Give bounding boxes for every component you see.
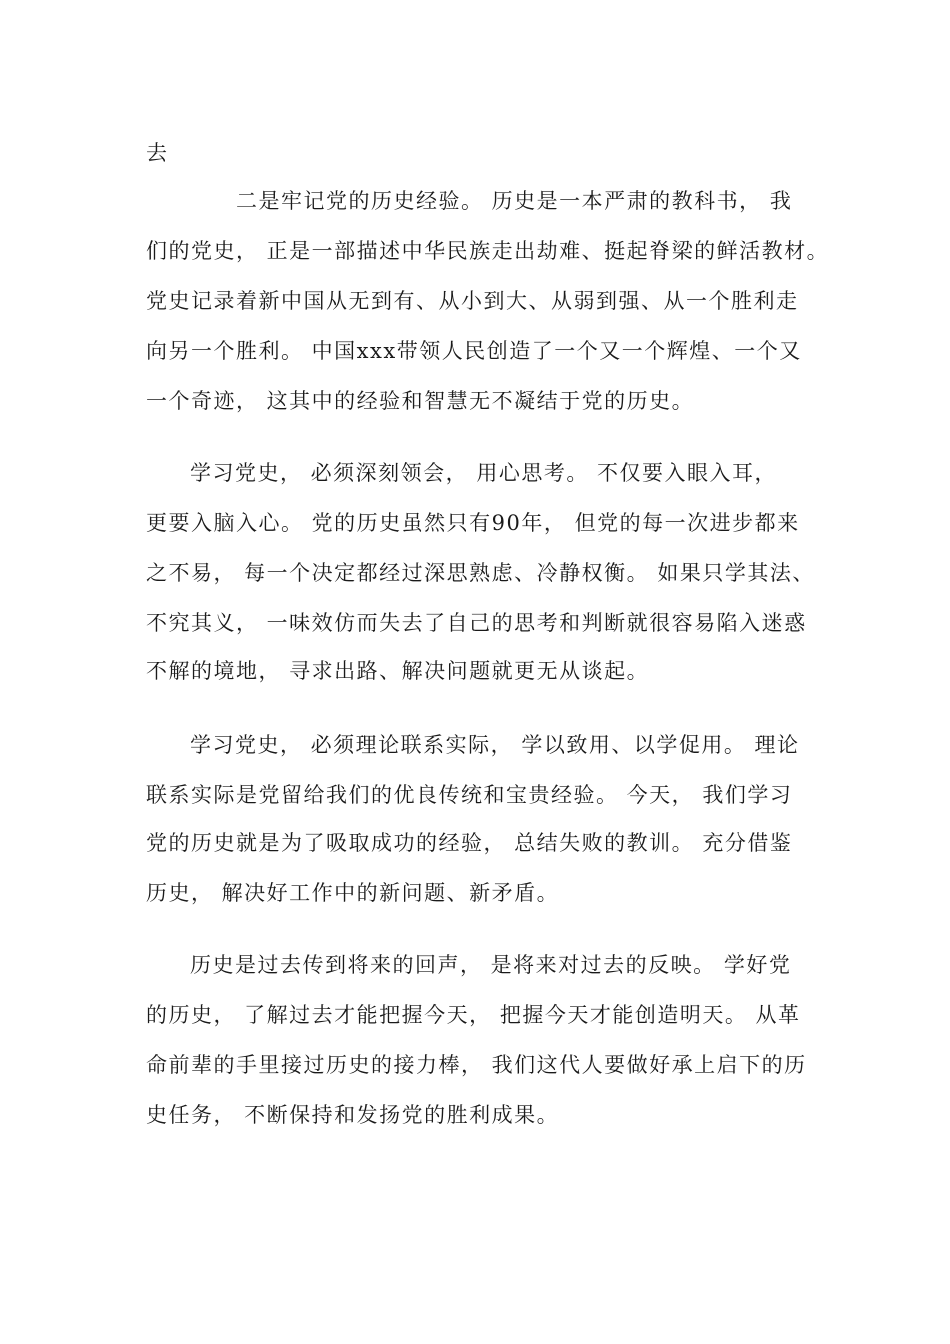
text-line: 学习党史， 必须深刻领会， 用心思考。 不仅要入眼入耳， bbox=[190, 461, 778, 485]
text-line: 不解的境地， 寻求出路、解决问题就更无从谈起。 bbox=[146, 659, 650, 683]
text-line: 的历史， 了解过去才能把握今天， 把握今天才能创造明天。 从革 bbox=[146, 1003, 801, 1027]
text-line: 二是牢记党的历史经验。 历史是一本严肃的教科书， 我 bbox=[236, 189, 793, 213]
text-line: 命前辈的手里接过历史的接力棒， 我们这代人要做好承上启下的历 bbox=[146, 1053, 807, 1077]
text-line: 们的党史， 正是一部描述中华民族走出劫难、挺起脊梁的鲜活教材。 bbox=[146, 239, 830, 263]
text-line: 向另一个胜利。 中国xxx带领人民创造了一个又一个辉煌、一个又 bbox=[146, 339, 802, 363]
text-line: 更要入脑入心。 党的历史虽然只有90年， 但党的每一次进步都来 bbox=[146, 511, 800, 535]
text-line: 党的历史就是为了吸取成功的经验， 总结失败的教训。 充分借鉴 bbox=[146, 831, 793, 855]
text-line: 之不易， 每一个决定都经过深思熟虑、冷静权衡。 如果只学其法、 bbox=[146, 561, 815, 585]
text-line: 一个奇迹， 这其中的经验和智慧无不凝结于党的历史。 bbox=[146, 389, 695, 413]
text-line: 历史是过去传到将来的回声， 是将来对过去的反映。 学好党 bbox=[190, 953, 792, 977]
text-line: 学习党史， 必须理论联系实际， 学以致用、以学促用。 理论 bbox=[190, 733, 800, 757]
text-line: 历史， 解决好工作中的新问题、新矛盾。 bbox=[146, 881, 560, 905]
text-line: 联系实际是党留给我们的优良传统和宝贵经验。 今天， 我们学习 bbox=[146, 783, 793, 807]
text-line: 去 bbox=[146, 141, 169, 165]
text-line: 党史记录着新中国从无到有、从小到大、从弱到强、从一个胜利走 bbox=[146, 289, 799, 313]
text-line: 史任务， 不断保持和发扬党的胜利成果。 bbox=[146, 1103, 560, 1127]
text-line: 不究其义， 一味效仿而失去了自己的思考和判断就很容易陷入迷惑 bbox=[146, 611, 807, 635]
